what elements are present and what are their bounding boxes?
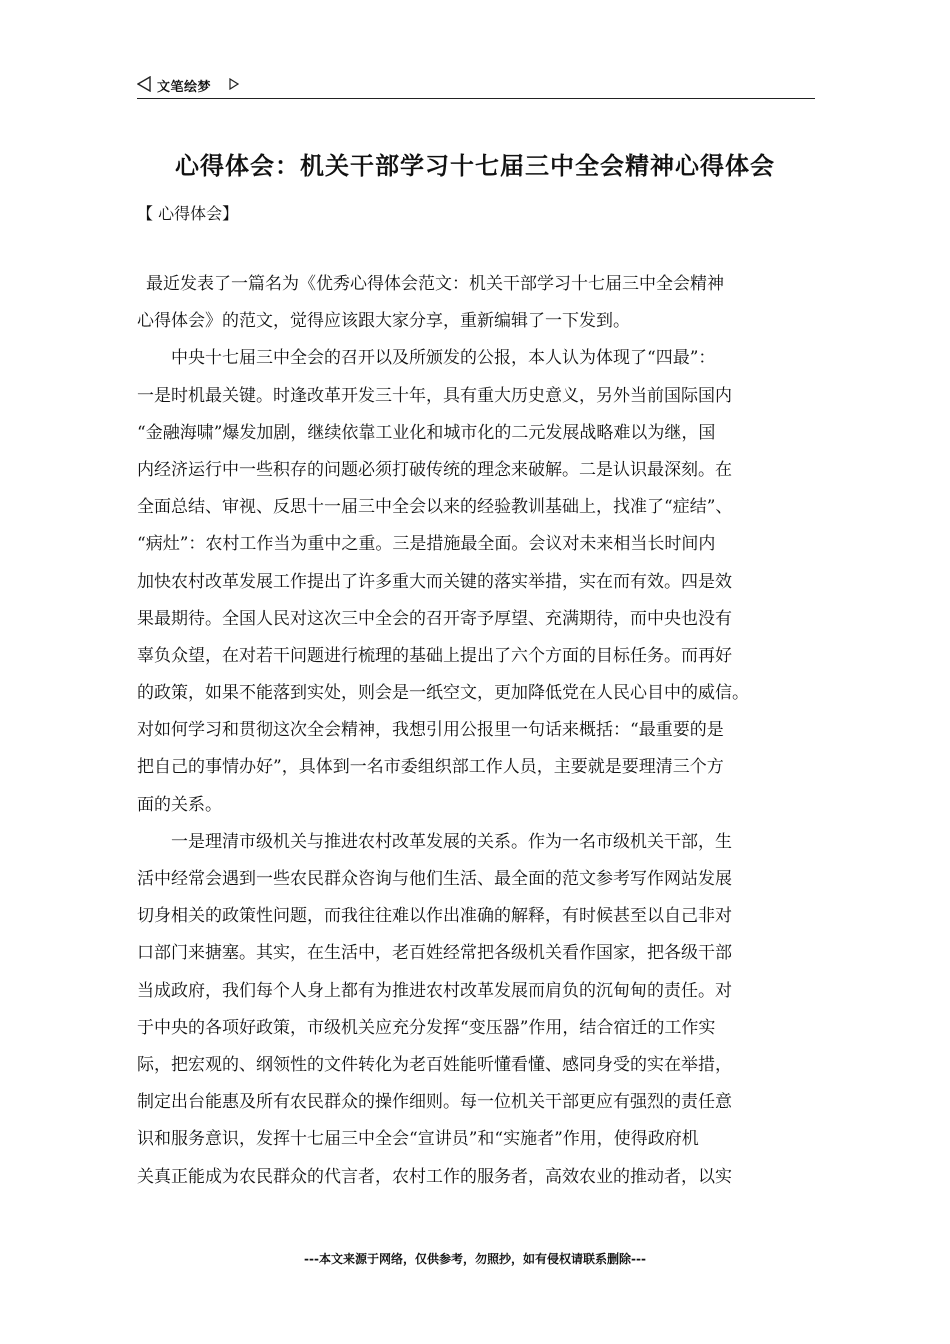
page-header (137, 72, 815, 99)
category-tag: 【 心得体会】 (137, 204, 239, 223)
text-line: 心得体会》的范文，觉得应该跟大家分享，重新编辑了一下发到。 (137, 311, 630, 332)
text-line: 切身相关的政策性问题，而我往往难以作出准确的解释，有时候甚至以自己非对 (137, 906, 732, 927)
text-line: 际，把宏观的、纲领性的文件转化为老百姓能听懂看懂、感同身受的实在举措， (137, 1054, 732, 1075)
text-line: “金融海啸”爆发加剧，继续依靠工业化和城市化的二元发展战略难以为继，国 (137, 422, 716, 443)
text-line: 最近发表了一篇名为《优秀心得体会范文：机关干部学习十七届三中全会精神 (146, 274, 724, 294)
text-line: 对如何学习和贯彻这次全会精神，我想引用公报里一句话来概括：“最重要的是 (137, 720, 724, 741)
brand-name: 文笔绘梦 (157, 80, 212, 95)
text-line: 面的关系。 (137, 794, 222, 815)
triangle-right-icon (229, 78, 239, 90)
text-line: 于中央的各项好政策，市级机关应充分发挥“变压器”作用，结合宿迁的工作实 (137, 1017, 716, 1038)
text-line: 中央十七届三中全会的召开以及所颁发的公报，本人认为体现了“四最”： (171, 348, 716, 369)
text-line: 的政策，如果不能落到实处，则会是一纸空文，更加降低党在人民心目中的威信。 (137, 683, 749, 704)
text-line: 一是理清市级机关与推进农村改革发展的关系。作为一名市级机关干部，生 (171, 831, 732, 852)
text-line: 加快农村改革发展工作提出了许多重大而关键的落实举措，实在而有效。四是效 (137, 571, 732, 592)
text-line: “病灶”：农村工作当为重中之重。三是措施最全面。会议对未来相当长时间内 (137, 534, 716, 555)
text-line: 辜负众望，在对若干问题进行梳理的基础上提出了六个方面的目标任务。而再好 (137, 645, 732, 666)
text-line: 内经济运行中一些积存的问题必须打破传统的理念来破解。二是认识最深刻。在 (137, 459, 732, 480)
text-line: 一是时机最关键。时逢改革开发三十年，具有重大历史意义，另外当前国际国内 (137, 385, 732, 406)
document-body (137, 266, 815, 1196)
text-line: 当成政府，我们每个人身上都有为推进农村改革发展而肩负的沉甸甸的责任。对 (137, 980, 732, 1001)
text-line: 全面总结、审视、反思十一届三中全会以来的经验教训基础上，找准了“症结”、 (137, 497, 733, 518)
text-line: 果最期待。全国人民对这次三中全会的召开寄予厚望、充满期待，而中央也没有 (137, 608, 732, 629)
text-line: 制定出台能惠及所有农民群众的操作细则。每一位机关干部更应有强烈的责任意 (137, 1092, 732, 1113)
text-line: 活中经常会遇到一些农民群众咨询与他们生活、最全面的范文参考写作网站发展 (137, 869, 732, 889)
source-disclaimer: ---本文来源于网络，仅供参考，勿照抄，如有侵权请联系删除--- (304, 1252, 646, 1266)
document-title: 心得体会：机关干部学习十七届三中全会精神心得体会 (175, 152, 775, 180)
triangle-left-icon (137, 76, 151, 92)
text-line: 口部门来搪塞。其实，在生活中，老百姓经常把各级机关看作国家，把各级干部 (137, 943, 732, 964)
text-line: 识和服务意识，发挥十七届三中全会“宣讲员”和“实施者”作用，使得政府机 (137, 1129, 699, 1150)
text-line: 把自己的事情办好”，具体到一名市委组织部工作人员，主要就是要理清三个方 (137, 757, 724, 778)
text-line: 关真正能成为农民群众的代言者，农村工作的服务者，高效农业的推动者，以实 (137, 1166, 732, 1187)
